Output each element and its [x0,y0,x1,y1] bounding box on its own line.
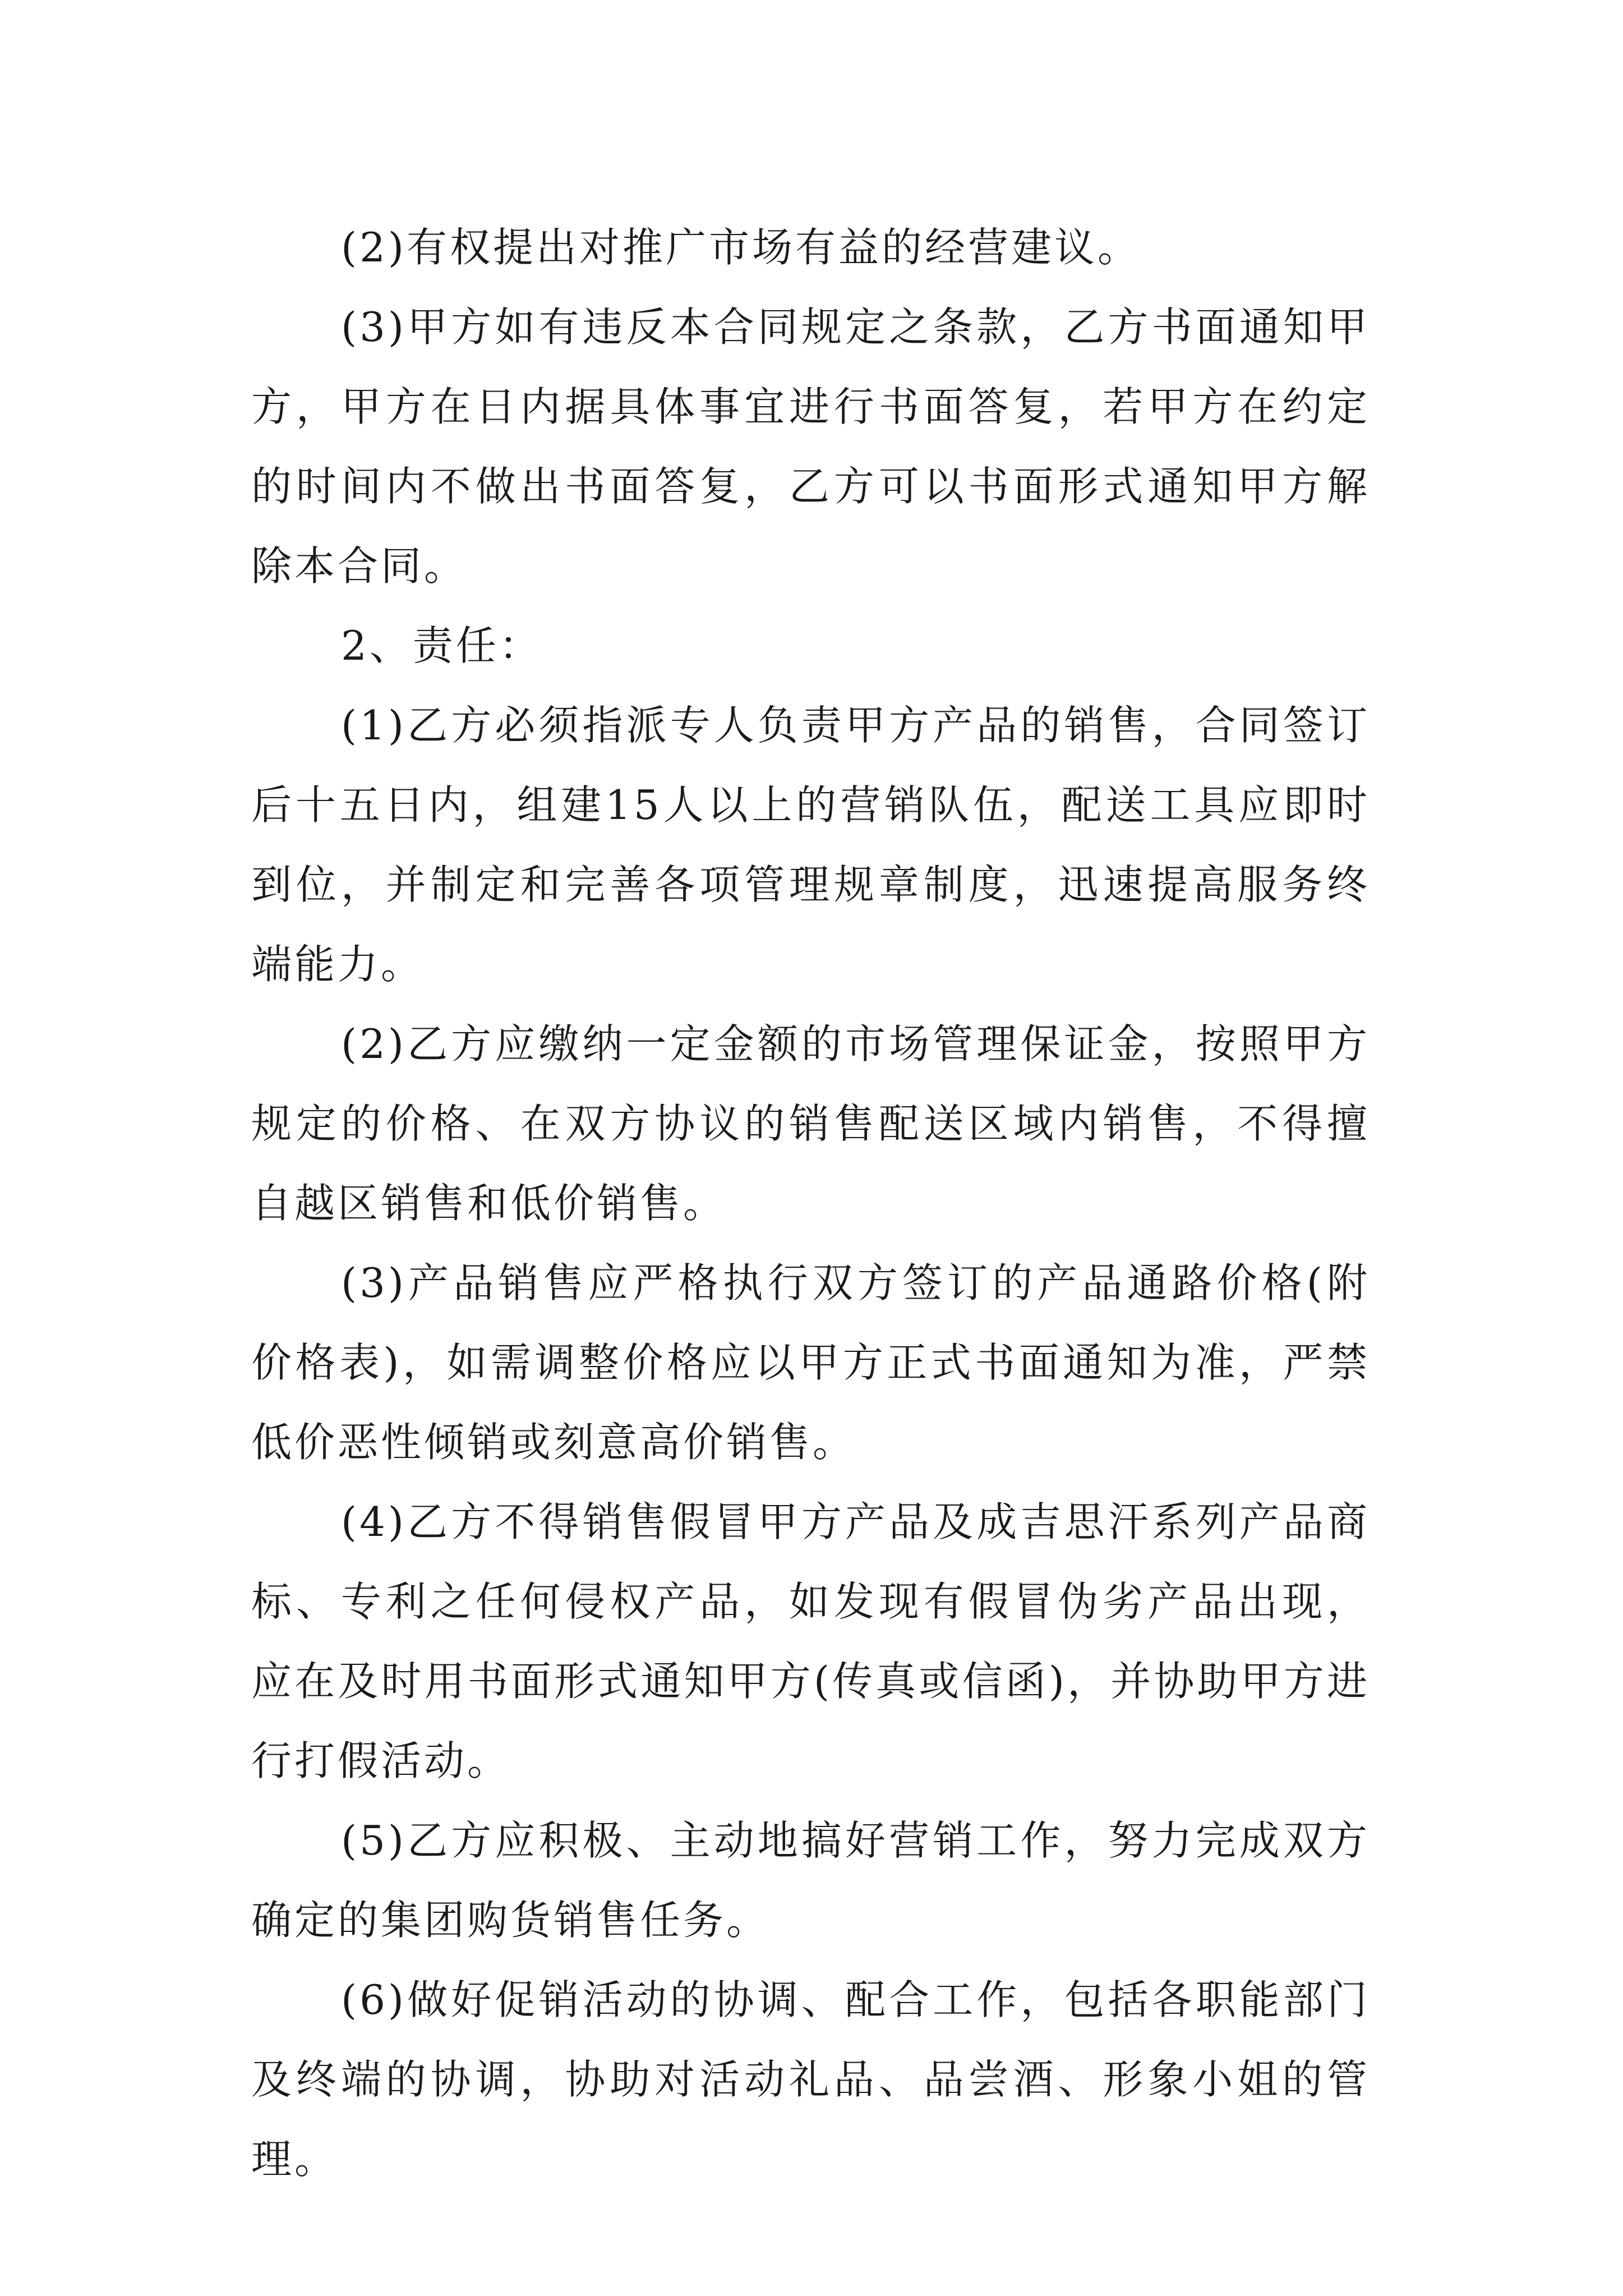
document-body [251,208,1370,2199]
paragraph-duty-6: (6)做好促销活动的协调、配合工作，包括各职能部门及终端的协调，协助对活动礼品、品尝酒、形象小姐的管理。 [251,1976,1370,2183]
paragraph-right-2: (2)有权提出对推广市场有益的经营建议。 [341,224,1141,271]
paragraph-duty-5: (5)乙方应积极、主动地搞好营销工作，努力完成双方确定的集团购货销售任务。 [251,1817,1370,1944]
paragraph-right-3: (3)甲方如有违反本合同规定之条款，乙方书面通知甲方，甲方在日内据具体事宜进行书面答复，若甲方在约定的时间内不做出书面答复，乙方可以书面形式通知甲方解除本合同。 [251,303,1370,590]
paragraph-duty-3: (3)产品销售应严格执行双方签订的产品通路价格(附价格表)，如需调整价格应以甲方正式书面通知为准，严禁低价恶性倾销或刻意高价销售。 [251,1259,1370,1466]
paragraph-duty-4: (4)乙方不得销售假冒甲方产品及成吉思汗系列产品商标、专利之任何侵权产品，如发现有假冒伪劣产品出现，应在及时用书面形式通知甲方(传真或信函)，并协助甲方进行打假活动。 [251,1498,1370,1784]
section-heading-responsibility: 2、责任： [341,622,542,669]
paragraph-duty-1: (1)乙方必须指派专人负责甲方产品的销售，合同签订后十五日内，组建15人以上的营销队伍，配送工具应即时到位，并制定和完善各项管理规章制度，迅速提高服务终端能力。 [251,702,1370,988]
paragraph-duty-2: (2)乙方应缴纳一定金额的市场管理保证金，按照甲方规定的价格、在双方协议的销售配送区域内销售，不得擅自越区销售和低价销售。 [251,1020,1370,1227]
